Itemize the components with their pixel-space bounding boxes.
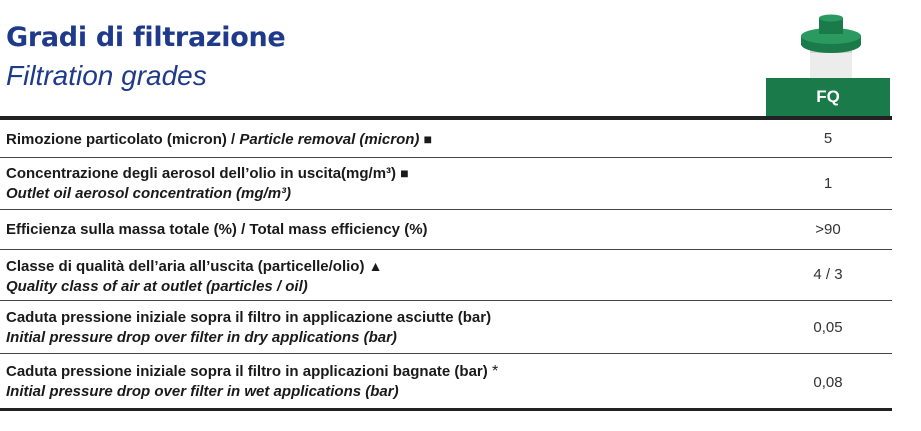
fq-value: 1 (823, 175, 833, 192)
fq-value: 5 (823, 130, 833, 147)
fq-value: >90 (815, 221, 841, 238)
row-label: Classe di qualità dell’aria all’uscita (particelle/olio) ▲ Quality class of air at outlet (particles / oil) (6, 258, 383, 295)
asterisk-marker-icon: * (491, 363, 499, 380)
row-label: Concentrazione degli aerosol dell’olio in uscita(mg/m³) ■ Outlet oil aerosol concentration (mg/m³) (6, 165, 409, 202)
triangle-marker-icon: ▲ (368, 258, 383, 274)
row-label: Efficienza sulla massa totale (%) / Total mass efficiency (%) (6, 221, 428, 238)
table-row-dry-pressure-drop (0, 301, 892, 354)
filter-cartridge-image (790, 14, 872, 78)
table-row-air-quality-class (0, 250, 892, 301)
square-marker-icon: ■ (400, 165, 409, 181)
table-row-wet-pressure-drop (0, 354, 892, 408)
title-italian: Gradi di filtrazione (6, 22, 286, 53)
column-header-fq: FQ (766, 78, 890, 116)
title-english: Filtration grades (6, 60, 207, 91)
row-label: Rimozione particolato (micron) / Particle removal (micron) ■ (6, 131, 433, 148)
fq-value: 0,05 (813, 319, 843, 336)
row-label: Caduta pressione iniziale sopra il filtro in applicazione asciutte (bar) Initial pressure drop over filter in dry applications (bar) (6, 309, 492, 346)
table-row-particle-removal (0, 120, 892, 158)
table-row-oil-aerosol (0, 158, 892, 210)
table-row-mass-efficiency (0, 210, 892, 250)
row-label: Caduta pressione iniziale sopra il filtro in applicazioni bagnate (bar) * Initial pressure drop over filter in wet applications (bar) (6, 363, 499, 400)
fq-value: 4 / 3 (813, 266, 843, 283)
table-bottom-rule (0, 408, 892, 411)
square-marker-icon: ■ (423, 131, 433, 147)
fq-value: 0,08 (813, 374, 843, 391)
